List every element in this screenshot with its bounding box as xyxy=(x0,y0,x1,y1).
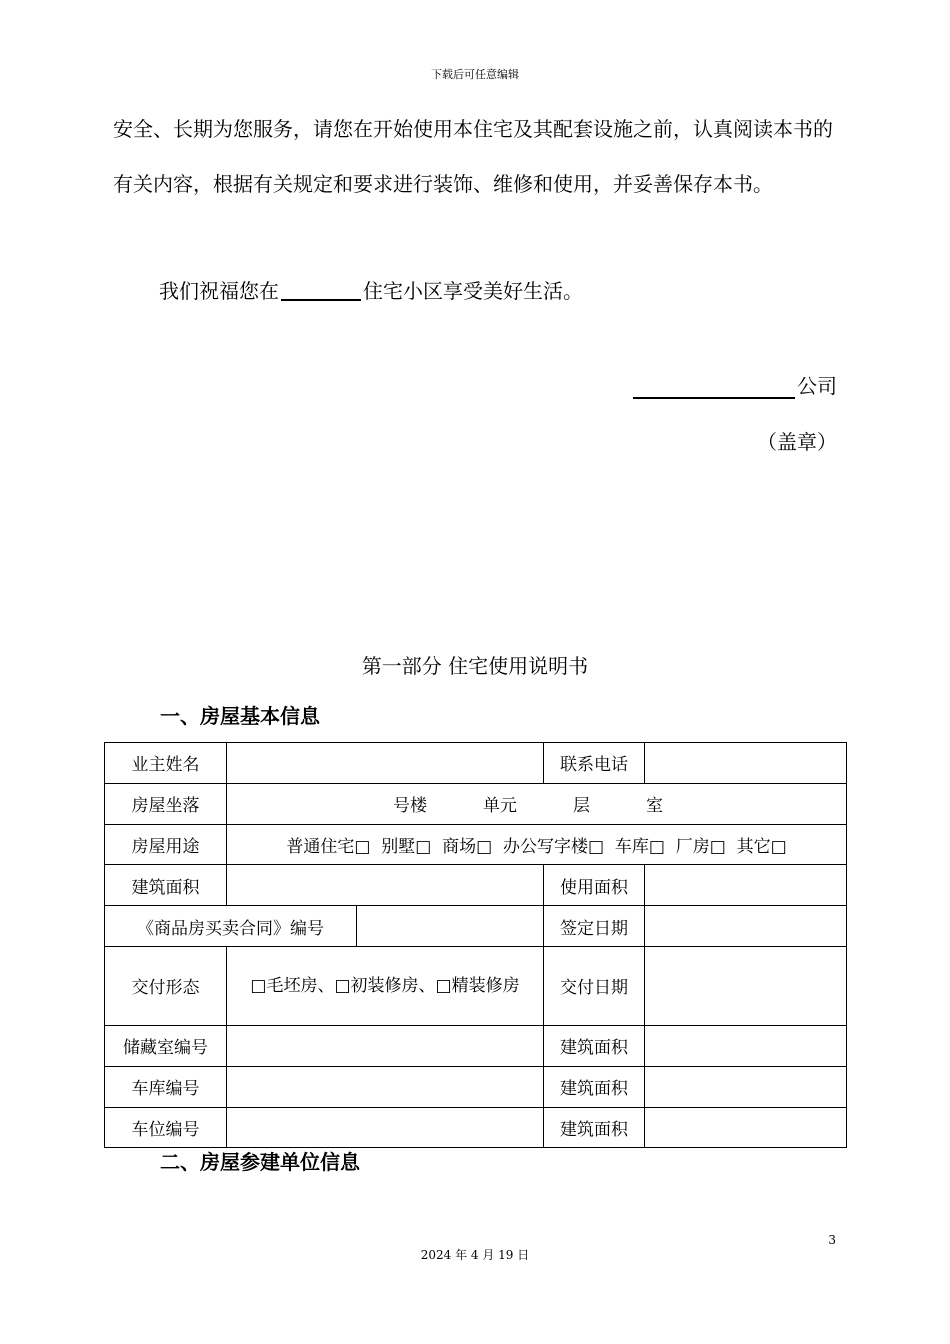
location-value xyxy=(227,783,847,824)
location-floor: 层 xyxy=(573,796,590,817)
blessing-paragraph xyxy=(113,264,839,319)
section2-title: 二、房屋参建单位信息 xyxy=(160,1150,360,1174)
blessing-prefix: 我们祝福您在 xyxy=(159,279,279,303)
section1-title: 一、房屋基本信息 xyxy=(160,704,320,728)
delivery-date-value xyxy=(645,946,847,1025)
company-label: 公司 xyxy=(797,374,837,398)
contract-no-label: 《商品房买卖合同》编号 xyxy=(105,906,357,947)
parking-area-label: 建筑面积 xyxy=(544,1107,645,1148)
location-room: 室 xyxy=(646,796,663,817)
company-name-blank xyxy=(633,375,795,399)
table-row xyxy=(105,1107,847,1148)
table-row xyxy=(105,1066,847,1107)
usable-area-value xyxy=(645,865,847,906)
storage-area-label: 建筑面积 xyxy=(544,1025,645,1066)
owner-name-label: 业主姓名 xyxy=(105,743,227,784)
storage-area-value xyxy=(645,1025,847,1066)
blessing-suffix: 住宅小区享受美好生活。 xyxy=(363,279,583,303)
garage-area-label: 建筑面积 xyxy=(544,1066,645,1107)
parking-no-label: 车位编号 xyxy=(105,1107,227,1148)
building-area-label: 建筑面积 xyxy=(105,865,227,906)
parking-no-value xyxy=(227,1107,544,1148)
building-area-value xyxy=(227,865,544,906)
table-row xyxy=(105,906,847,947)
owner-name-value xyxy=(227,743,544,784)
delivery-date-label: 交付日期 xyxy=(544,946,645,1025)
storage-no-label: 储藏室编号 xyxy=(105,1025,227,1066)
delivery-form-label: 交付形态 xyxy=(105,946,227,1025)
house-info-table xyxy=(104,742,847,1148)
contact-phone-label: 联系电话 xyxy=(544,743,645,784)
garage-no-label: 车库编号 xyxy=(105,1066,227,1107)
part-title: 第一部分 住宅使用说明书 xyxy=(361,654,589,678)
sign-date-label: 签定日期 xyxy=(544,906,645,947)
location-unit: 单元 xyxy=(483,796,517,817)
location-label: 房屋坐落 xyxy=(105,783,227,824)
page-number: 3 xyxy=(828,1233,836,1247)
table-row xyxy=(105,824,847,865)
seal-label: （盖章） xyxy=(757,430,837,454)
delivery-options: □毛坯房、□初装修房、□精装修房 xyxy=(227,946,544,1025)
garage-no-value xyxy=(227,1066,544,1107)
company-signature xyxy=(633,370,837,399)
table-row xyxy=(105,743,847,784)
footer-date: 2024 年 4 月 19 日 xyxy=(420,1248,530,1262)
usable-area-label: 使用面积 xyxy=(544,865,645,906)
community-blank xyxy=(281,279,361,301)
storage-no-value xyxy=(227,1025,544,1066)
table-row xyxy=(105,946,847,1025)
intro-paragraph: 安全、长期为您服务，请您在开始使用本住宅及其配套设施之前，认真阅读本书的有关内容，根据有关规定和要求进行装饰、维修和使用，并妥善保存本书。 xyxy=(113,117,833,196)
parking-area-value xyxy=(645,1107,847,1148)
table-row xyxy=(105,1025,847,1066)
table-row xyxy=(105,783,847,824)
usage-options: 普通住宅□ 别墅□ 商场□ 办公写字楼□ 车库□ 厂房□ 其它□ xyxy=(227,824,847,865)
table-row xyxy=(105,865,847,906)
sign-date-value xyxy=(645,906,847,947)
garage-area-value xyxy=(645,1066,847,1107)
usage-label: 房屋用途 xyxy=(105,824,227,865)
contract-no-value xyxy=(357,906,544,947)
contact-phone-value xyxy=(645,743,847,784)
page-header: 下载后可任意编辑 xyxy=(431,68,519,81)
location-building: 号楼 xyxy=(393,796,427,817)
